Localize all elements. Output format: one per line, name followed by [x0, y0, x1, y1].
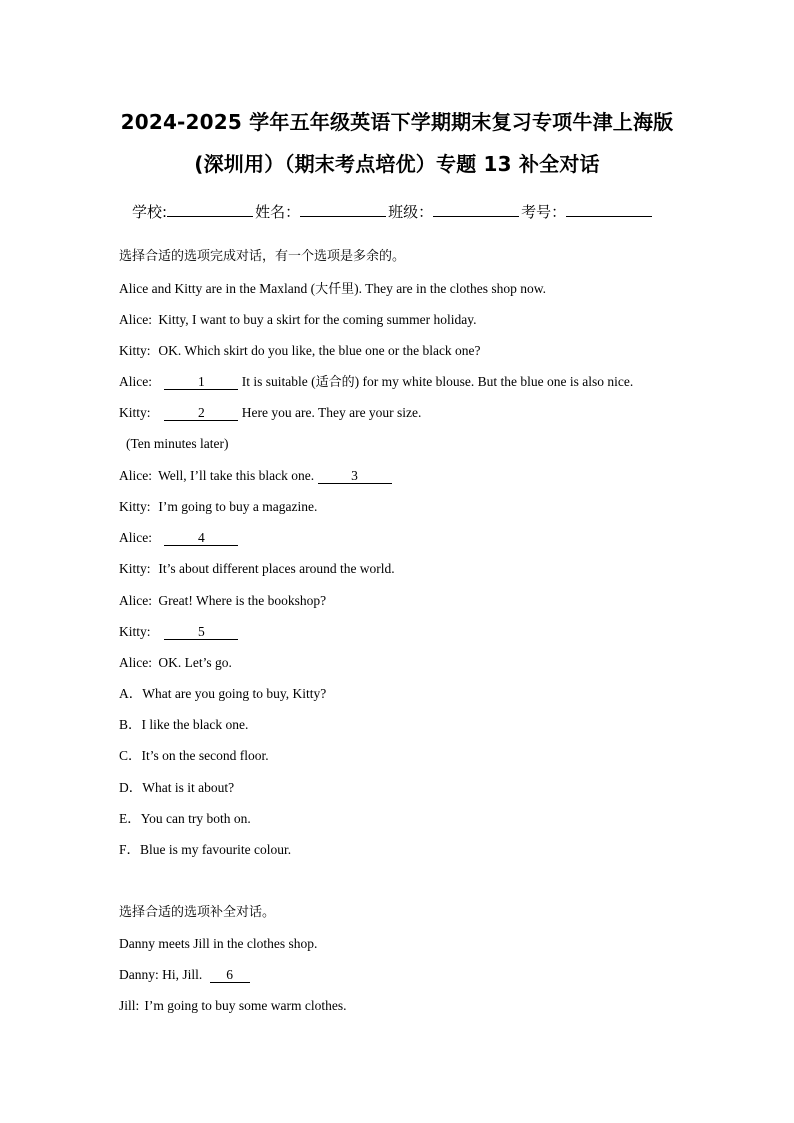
dialogue-text: Hi, Jill. — [162, 967, 203, 982]
dialogue-line — [119, 498, 317, 516]
dialogue-line — [119, 592, 326, 610]
answer-blank[interactable]: 4 — [164, 530, 238, 546]
answer-blank[interactable]: 5 — [164, 624, 238, 640]
section2-intro: Danny meets Jill in the clothes shop. — [119, 936, 318, 951]
option-text: What are you going to buy, Kitty? — [142, 686, 327, 701]
option-item — [119, 810, 251, 828]
option-item — [119, 747, 269, 765]
dialogue-text: Kitty, I want to buy a skirt for the coming summer holiday. — [158, 312, 477, 327]
dialogue-text: OK. Let’s go. — [158, 655, 232, 670]
dialogue-line — [119, 404, 421, 422]
answer-blank[interactable]: 2 — [164, 405, 238, 421]
class-field[interactable] — [433, 202, 519, 217]
dialogue-text: Well, I’ll take this black one. — [158, 468, 315, 483]
speaker-name: Alice: — [119, 468, 152, 483]
option-letter: D． — [119, 780, 143, 795]
speaker-name: Jill: — [119, 998, 140, 1013]
speaker-name: Kitty: — [119, 499, 151, 514]
option-letter: B． — [119, 717, 142, 732]
speaker-name: Alice: — [119, 312, 152, 327]
speaker-name: Kitty: — [119, 405, 151, 420]
dialogue-text: I’m going to buy some warm clothes. — [144, 998, 347, 1013]
dialogue-line — [119, 373, 633, 392]
student-info-row — [132, 201, 654, 222]
number-label: 考号： — [521, 203, 567, 221]
option-letter: E． — [119, 811, 141, 826]
speaker-name: Alice: — [119, 655, 152, 670]
dialogue-text: It’s about different places around the world. — [158, 561, 395, 576]
speaker-name: Alice: — [119, 374, 152, 389]
dialogue-line — [119, 467, 392, 485]
dialogue-text-pre: It is suitable ( — [241, 374, 316, 389]
school-label: 学校: — [132, 203, 168, 221]
dialogue-text: OK. Which skirt do you like, the blue one or the black one? — [158, 343, 481, 358]
page-title: 2024-2025 学年五年级英语下学期期末复习专项牛津上海版 — [120, 110, 674, 134]
dialogue-text-cjk: 适合的 — [315, 375, 355, 390]
name-label: 姓名： — [255, 203, 301, 221]
dialogue-text: I’m going to buy a magazine. — [158, 499, 318, 514]
intro-text-cjk: 大仟里 — [315, 282, 355, 297]
dialogue-line — [119, 560, 395, 578]
dialogue-line — [119, 311, 476, 329]
speaker-name: Danny: — [119, 967, 159, 982]
intro-text-post: ). They are in the clothes shop now. — [354, 281, 547, 296]
speaker-name: Kitty: — [119, 624, 151, 639]
speaker-name: Alice: — [119, 530, 152, 545]
option-text: Blue is my favourite colour. — [140, 842, 292, 857]
option-item — [119, 779, 234, 797]
number-field[interactable] — [566, 202, 652, 217]
answer-blank[interactable]: 3 — [318, 468, 392, 484]
dialogue-text-post: ) for my white blouse. But the blue one is also nice. — [354, 374, 634, 389]
option-letter: A． — [119, 686, 143, 701]
speaker-name: Kitty: — [119, 343, 151, 358]
name-field[interactable] — [300, 202, 386, 217]
option-text: What is it about? — [142, 780, 235, 795]
option-item — [119, 841, 291, 859]
section1-instruction: 选择合适的选项完成对话，有一个选项是多余的。 — [119, 249, 406, 264]
dialogue-line — [119, 342, 481, 360]
dialogue-text: Here you are. They are your size. — [241, 405, 422, 420]
dialogue-text: Great! Where is the bookshop? — [158, 593, 327, 608]
option-text: You can try both on. — [140, 811, 251, 826]
option-text: It’s on the second floor. — [141, 748, 269, 763]
option-item — [119, 685, 326, 703]
page-subtitle: (深圳用）（期末考点培优）专题 13 补全对话 — [194, 152, 600, 176]
option-text: I like the black one. — [141, 717, 249, 732]
school-field[interactable] — [167, 202, 253, 217]
section1-intro — [119, 280, 546, 299]
dialogue-line — [119, 623, 238, 641]
dialogue-line — [119, 529, 238, 547]
answer-blank[interactable]: 6 — [210, 967, 250, 983]
option-letter: F． — [119, 842, 141, 857]
speaker-name: Alice: — [119, 593, 152, 608]
speaker-name: Kitty: — [119, 561, 151, 576]
stage-note: (Ten minutes later) — [126, 436, 229, 451]
intro-text-pre: Alice and Kitty are in the Maxland ( — [119, 281, 316, 296]
section2-instruction: 选择合适的选项补全对话。 — [119, 905, 276, 920]
class-label: 班级： — [388, 203, 434, 221]
option-letter: C． — [119, 748, 142, 763]
option-item — [119, 716, 248, 734]
dialogue-line — [119, 654, 232, 672]
answer-blank[interactable]: 1 — [164, 374, 238, 390]
dialogue-line — [119, 966, 250, 984]
dialogue-line — [119, 997, 346, 1015]
